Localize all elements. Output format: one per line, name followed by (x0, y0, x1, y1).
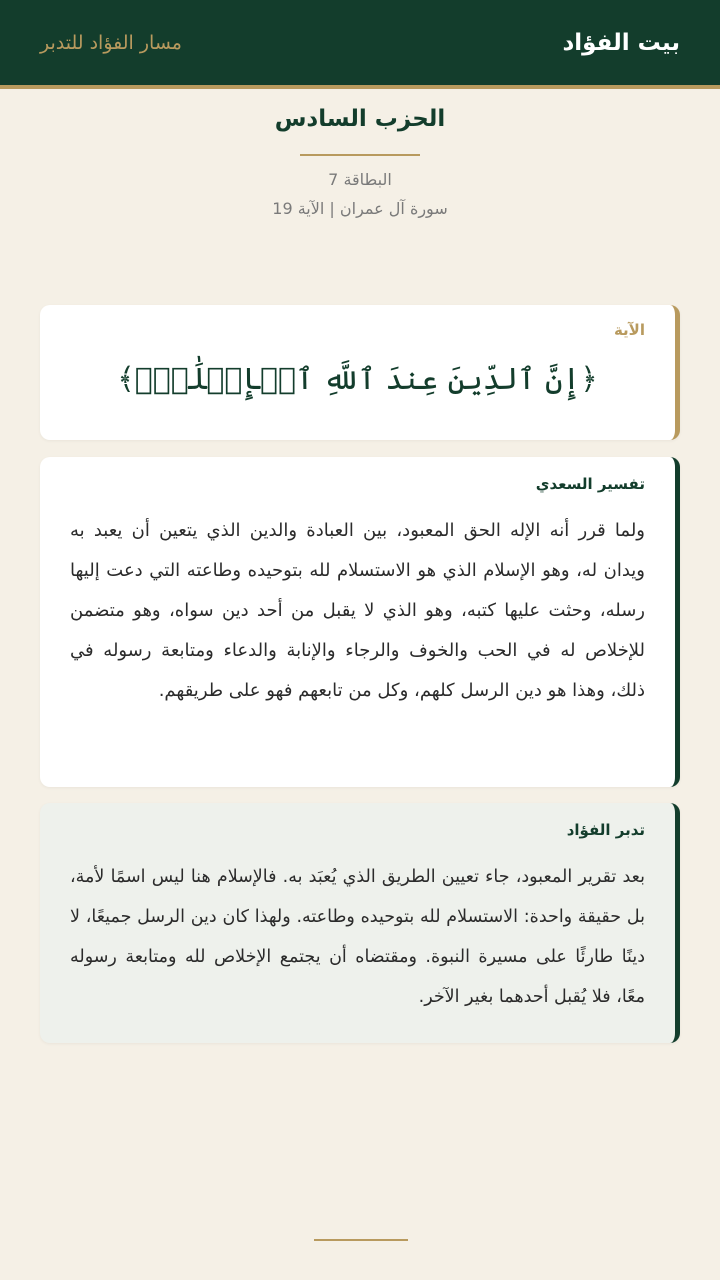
app-header (0, 0, 720, 85)
header-divider (0, 85, 720, 89)
card-number: البطاقة 7 (328, 170, 392, 189)
title-divider (300, 154, 420, 156)
tadabbur-card-label: تدبر الفؤاد (566, 821, 645, 839)
footer-divider (314, 1239, 408, 1241)
tadabbur-card (40, 803, 680, 1043)
section-title: الحزب السادس (274, 106, 446, 132)
app-subtitle[interactable]: مسار الفؤاد للتدبر (40, 31, 182, 54)
tadabbur-text: بعد تقرير المعبود، جاء تعيين الطريق الذي يُعبَد به. فالإسلام هنا ليس اسمًا لأمة، بل حقيقة واحدة: الاستسلام لله بتوحيده وطاعته. ولهذا كان دين الرسل جميعًا، لا دينًا طارئًا على مسيرة النبوة. ومقتضاه أن يجتمع الإخلاص لله ومتابعة رسوله معًا، فلا يُقبل أحدهما بغير الآخر. (70, 867, 645, 1007)
verse-text: ﴿إِنَّ ٱلدِّينَ عِندَ ٱللَّهِ ٱلۡإِسۡلَٰمُۗ﴾ (117, 362, 598, 397)
verse-card-label: الآية (613, 321, 645, 339)
tafsir-text: ولما قرر أنه الإله الحق المعبود، بين العبادة والدين الذي يتعين أن يعبد به ويدان له، وهو الإسلام الذي هو الاستسلام لله بتوحيده وطاعته التي دعت إليها رسله، وحثت عليها كتبه، وهو الذي لا يقبل من أحد دين سواه، وهو متضمن للإخلاص له في الحب والخوف والرجاء والإنابة والدعاء ومتابعة رسوله في ذلك، وهذا هو دين الرسل كلهم، وكل من تابعهم فهو على طريقهم. (70, 520, 645, 701)
verse-card (40, 305, 680, 440)
tafsir-card (40, 457, 680, 787)
tafsir-card-label: تفسير السعدي (535, 475, 645, 493)
app-title[interactable]: بيت الفؤاد (562, 29, 680, 56)
verse-reference: سورة آل عمران | الآية 19 (272, 199, 448, 218)
